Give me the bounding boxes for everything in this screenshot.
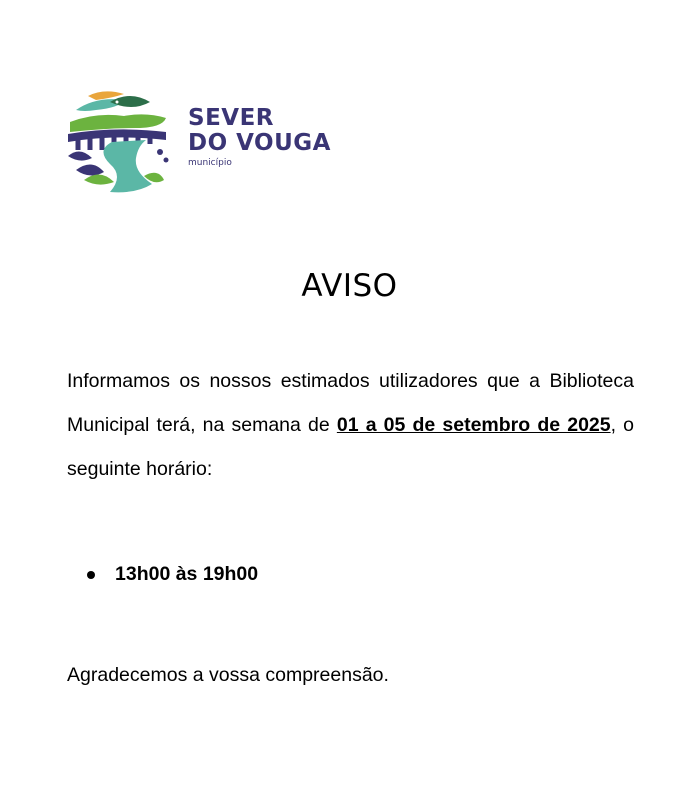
list-item bbox=[87, 563, 258, 586]
bullet-icon bbox=[87, 571, 95, 579]
thanks-text: Agradecemos a vossa compreensão. bbox=[67, 664, 389, 686]
hours-text: 13h00 às 19h00 bbox=[115, 563, 259, 585]
notice-paragraph bbox=[67, 359, 634, 491]
paragraph-intro: Informamos os nossos estimados utilizadores que a Biblioteca Municipal terá, na semana de bbox=[67, 370, 634, 436]
logo-text-do-vouga: DO VOUGA bbox=[188, 130, 331, 156]
logo-text-municipio: município bbox=[188, 158, 232, 168]
logo-text-sever: SEVER bbox=[188, 105, 274, 131]
hours-list bbox=[87, 563, 258, 586]
date-range: 01 a 05 de setembro de 2025 bbox=[336, 414, 611, 436]
logo-wordmark bbox=[188, 106, 331, 169]
paragraph-outro: , o seguinte horário: bbox=[67, 414, 635, 480]
sever-do-vouga-emblem-icon bbox=[66, 88, 170, 194]
municipality-logo bbox=[66, 88, 336, 194]
notice-title: AVISO bbox=[301, 268, 398, 304]
